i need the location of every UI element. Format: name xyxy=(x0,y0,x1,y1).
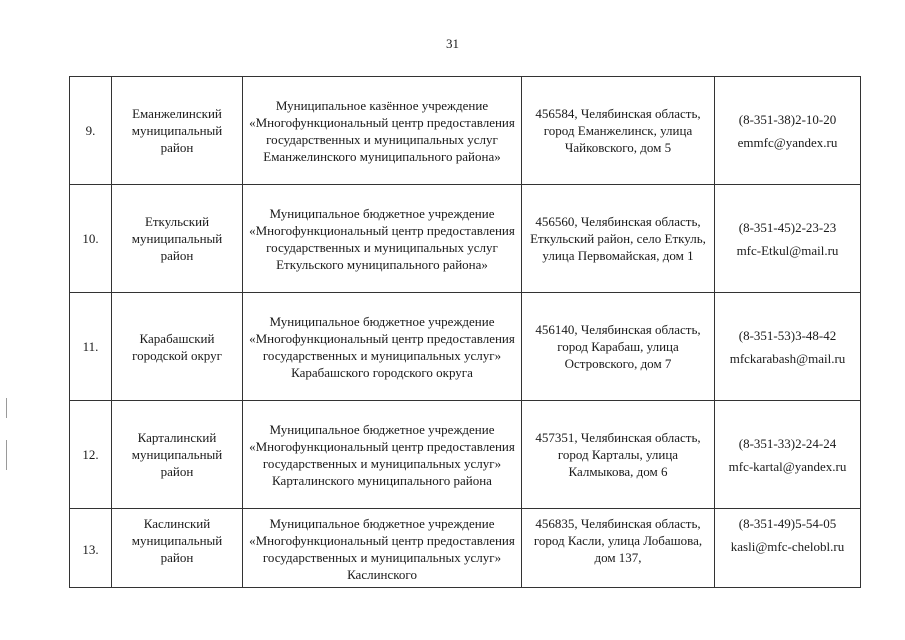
row-number: 12. xyxy=(70,401,112,509)
contact-cell xyxy=(715,401,861,509)
district-cell: Каслинский муниципальный район xyxy=(112,509,243,588)
mfc-registry-table xyxy=(69,76,861,588)
contact-cell xyxy=(715,509,861,588)
institution-cell: Муниципальное бюджетное учреждение «Многофункциональный центр предоставления государственных и муниципальных услуг» Карталинского муниципального района xyxy=(243,401,522,509)
phone-number: (8-351-33)2-24-24 xyxy=(738,435,837,451)
row-number: 13. xyxy=(70,509,112,588)
address-cell: 456835, Челябинская область, город Касли, улица Лобашова, дом 137, xyxy=(522,509,715,588)
scan-margin-mark xyxy=(6,398,7,418)
district-cell: Еткульский муниципальный район xyxy=(112,185,243,293)
contact-cell xyxy=(715,185,861,293)
phone-number: (8-351-45)2-23-23 xyxy=(738,219,837,235)
district-cell: Карабашский городской округ xyxy=(112,293,243,401)
email-address: mfc-Etkul@mail.ru xyxy=(736,242,839,258)
page-number: 31 xyxy=(446,36,459,51)
address-cell: 456584, Челябинская область, город Еманжелинск, улица Чайковского, дом 5 xyxy=(522,77,715,185)
address-cell: 456140, Челябинская область, город Карабаш, улица Островского, дом 7 xyxy=(522,293,715,401)
email-address: mfc-kartal@yandex.ru xyxy=(728,458,847,474)
contact-cell xyxy=(715,77,861,185)
table-row xyxy=(70,77,861,185)
institution-cell: Муниципальное бюджетное учреждение «Многофункциональный центр предоставления государственных и муниципальных услуг Еткульского муниципального района» xyxy=(243,185,522,293)
address-cell: 457351, Челябинская область, город Карталы, улица Калмыкова, дом 6 xyxy=(522,401,715,509)
email-address: kasli@mfc-chelobl.ru xyxy=(730,539,845,554)
row-number: 11. xyxy=(70,293,112,401)
institution-cell: Муниципальное бюджетное учреждение «Многофункциональный центр предоставления государственных и муниципальных услуг» Карабашского городского округа xyxy=(243,293,522,401)
table-row xyxy=(70,509,861,588)
scan-margin-mark xyxy=(6,440,7,470)
phone-number: (8-351-38)2-10-20 xyxy=(738,111,837,127)
table-row xyxy=(70,401,861,509)
row-number: 9. xyxy=(70,77,112,185)
district-cell: Карталинский муниципальный район xyxy=(112,401,243,509)
table-row xyxy=(70,293,861,401)
district-cell: Еманжелинский муниципальный район xyxy=(112,77,243,185)
phone-number: (8-351-53)3-48-42 xyxy=(738,327,837,343)
institution-cell: Муниципальное казённое учреждение «Многофункциональный центр предоставления государственных и муниципальных услуг Еманжелинского муниципального района» xyxy=(243,77,522,185)
email-address: emmfc@yandex.ru xyxy=(737,134,838,150)
row-number: 10. xyxy=(70,185,112,293)
address-cell: 456560, Челябинская область, Еткульский район, село Еткуль, улица Первомайская, дом 1 xyxy=(522,185,715,293)
email-address: mfckarabash@mail.ru xyxy=(729,350,846,366)
contact-cell xyxy=(715,293,861,401)
institution-cell: Муниципальное бюджетное учреждение «Многофункциональный центр предоставления государственных и муниципальных услуг» Каслинского xyxy=(243,509,522,588)
phone-number: (8-351-49)5-54-05 xyxy=(738,516,837,531)
table-row xyxy=(70,185,861,293)
